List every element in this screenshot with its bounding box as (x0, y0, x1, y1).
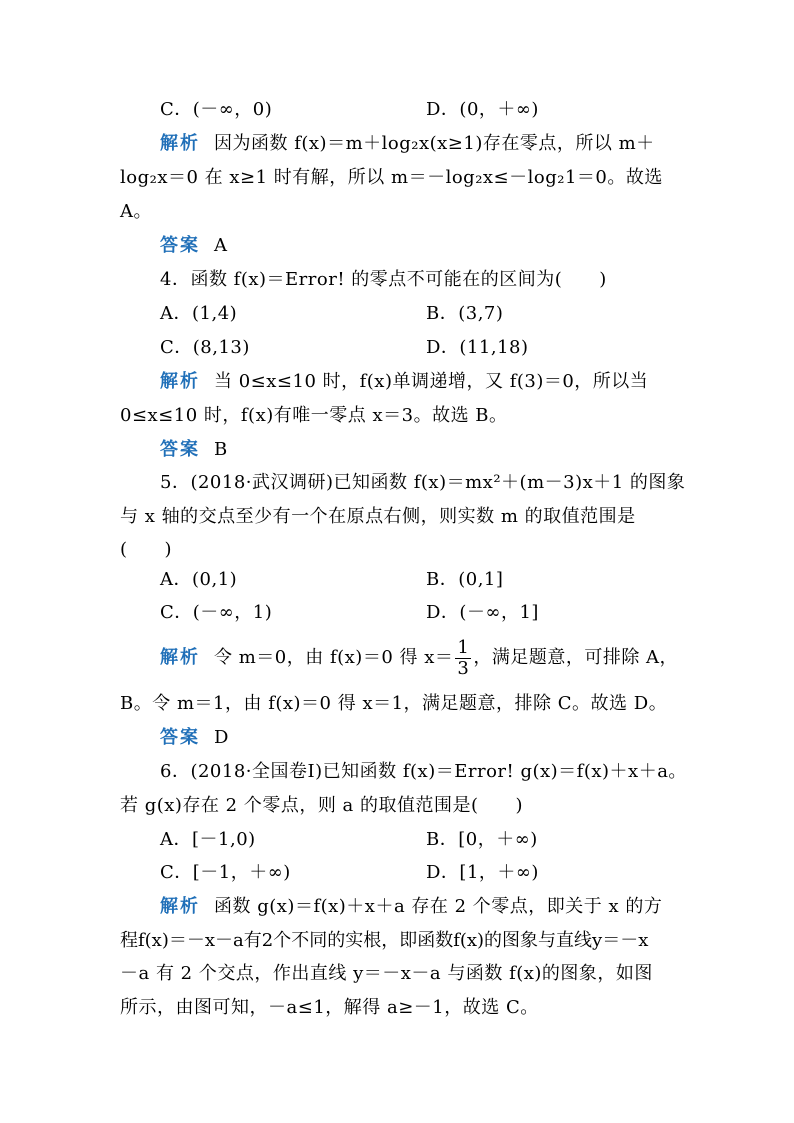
q5-answer-value: D (214, 727, 229, 748)
q6-analysis (160, 895, 662, 919)
q3-analysis-line3: A。 (120, 201, 152, 222)
q3-option-d: D．(0，＋∞) (426, 99, 539, 120)
q5-stem-line1: 5．(2018·武汉调研)已知函数 f(x)＝mx²＋(m－3)x＋1 的图象 (160, 472, 686, 493)
q4-stem: 4．函数 f(x)＝Error! 的零点不可能在的区间为( ) (160, 269, 607, 290)
q5-option-d: D．(－∞，1] (426, 602, 539, 623)
q3-option-c: C．(－∞，0) (160, 99, 273, 120)
answer-label: 答案 (160, 727, 200, 748)
q6-analysis-line4: 所示，由图可知，－a≤1，解得 a≥－1，故选 C。 (120, 997, 539, 1018)
analysis-label: 解析 (160, 647, 200, 668)
q4-analysis-line1: 当 0≤x≤10 时，f(x)单调递增，又 f(3)＝0，所以当 (214, 371, 649, 392)
q6-analysis-line2: 程f(x)＝－x－a有2个不同的实根，即函数f(x)的图象与直线y＝－x (120, 930, 649, 951)
q5-analysis (160, 636, 678, 680)
q4-option-d: D．(11,18) (426, 337, 529, 358)
q5-option-b: B．(0,1] (426, 569, 504, 590)
analysis-label: 解析 (160, 133, 200, 154)
fraction (455, 638, 471, 679)
q5-option-a: A．(0,1) (160, 569, 238, 590)
q5-analysis-line2: B。令 m＝1，由 f(x)＝0 得 x＝1，满足题意，排除 C。故选 D。 (120, 693, 668, 714)
q5-analysis-line1-post: ，满足题意，可排除 A， (473, 647, 679, 668)
q4-option-a: A．(1,4) (160, 303, 238, 324)
q4-answer-value: B (214, 439, 228, 460)
q6-stem-line2: 若 g(x)存在 2 个零点，则 a 的取值范围是( ) (120, 795, 524, 816)
q5-answer (160, 726, 229, 750)
q5-analysis-line1-pre: 令 m＝0，由 f(x)＝0 得 x＝ (214, 647, 454, 668)
q6-analysis-line3: －a 有 2 个交点，作出直线 y＝－x－a 与函数 f(x)的图象，如图 (120, 963, 653, 984)
q6-option-c: C．[－1，＋∞) (160, 862, 291, 883)
q5-stem-line3: ( ) (120, 539, 173, 560)
q5-stem-line2: 与 x 轴的交点至少有一个在原点右侧，则实数 m 的取值范围是 (120, 506, 636, 527)
q4-analysis (160, 370, 648, 394)
q3-analysis-line1: 因为函数 f(x)＝m＋log₂x(x≥1)存在零点，所以 m＋ (214, 133, 655, 154)
q4-option-b: B．(3,7) (426, 303, 504, 324)
q4-option-c: C．(8,13) (160, 337, 250, 358)
q3-answer (160, 234, 228, 258)
q6-option-a: A．[－1,0) (160, 829, 256, 850)
answer-label: 答案 (160, 235, 200, 256)
q3-analysis-line2: log₂x＝0 在 x≥1 时有解，所以 m＝－log₂x≤－log₂1＝0。故选 (120, 167, 663, 188)
q6-option-d: D．[1，＋∞) (426, 862, 539, 883)
q5-option-c: C．(－∞，1) (160, 602, 273, 623)
q6-stem-line1: 6．(2018·全国卷Ⅰ)已知函数 f(x)＝Error! g(x)＝f(x)＋x＋a。 (160, 761, 687, 782)
q4-answer (160, 438, 228, 462)
q4-analysis-line2: 0≤x≤10 时，f(x)有唯一零点 x＝3。故选 B。 (120, 405, 508, 426)
q3-analysis (160, 132, 655, 156)
answer-label: 答案 (160, 439, 200, 460)
analysis-label: 解析 (160, 896, 200, 917)
analysis-label: 解析 (160, 371, 200, 392)
fraction-numerator: 1 (457, 636, 470, 658)
q6-analysis-line1: 函数 g(x)＝f(x)＋x＋a 存在 2 个零点，即关于 x 的方 (214, 896, 663, 917)
q6-option-b: B．[0，＋∞) (426, 829, 538, 850)
fraction-denominator: 3 (457, 657, 470, 679)
q3-answer-value: A (214, 235, 228, 256)
